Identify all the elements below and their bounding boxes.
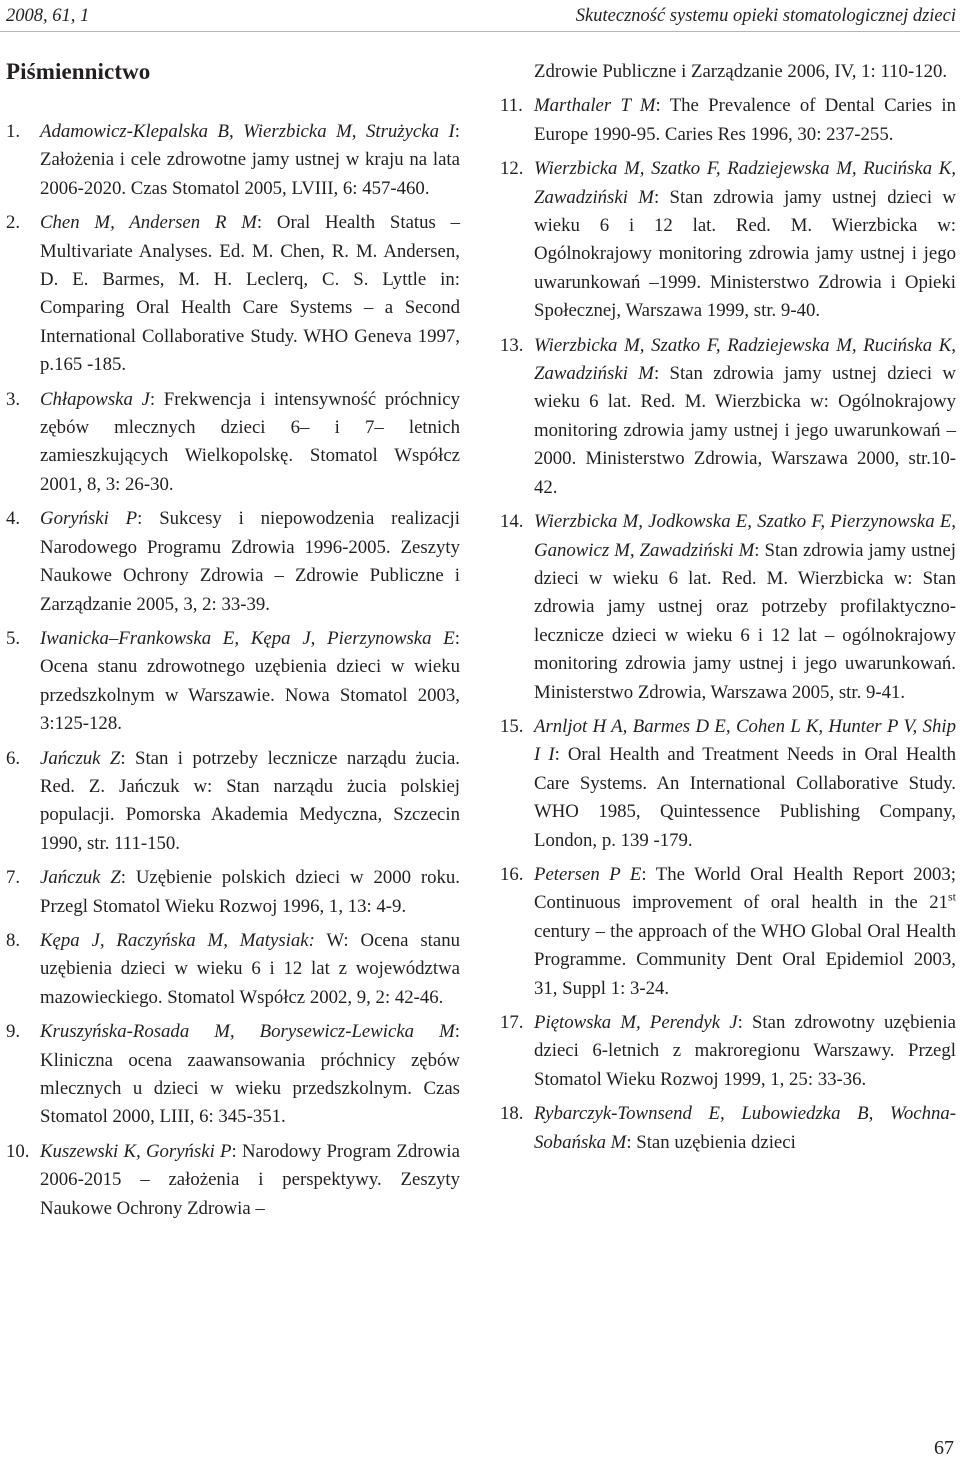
reference-number: 18. — [500, 1103, 524, 1125]
reference-text: : Stan zdrowia jamy ustnej dzieci w wieku 6 i 12 lat. Red. M. Wierzbicka w: Ogólnokrajowy monitoring zdrowia jamy ustnej i jego uwarunkowań –1999. Ministerstwo Zdrowia i Opieki Społecznej, Warszawa 1999, str. 9-40. — [534, 186, 956, 322]
references-column-right — [500, 58, 956, 1163]
reference-number: 8. — [6, 929, 21, 951]
reference-14 — [500, 508, 956, 707]
ordinal-superscript: st — [947, 890, 956, 905]
reference-text: : Założenia i cele zdrowotne jamy ustnej w kraju na lata 2006-2020. Czas Stomatol 2005, LVIII, 6: 457-460. — [40, 121, 460, 199]
reference-number: 9. — [6, 1021, 21, 1043]
reference-authors: Chen M, Andersen R M — [40, 212, 257, 234]
reference-18 — [500, 1100, 956, 1157]
reference-authors: Arnljot H A, Barmes D E, Cohen L K, Hunter P V, Ship I I — [534, 715, 956, 766]
reference-number: 14. — [500, 511, 524, 533]
reference-authors: Chłapowska J — [40, 388, 150, 410]
reference-number: 17. — [500, 1012, 524, 1033]
reference-number: 6. — [6, 747, 21, 769]
reference-5 — [6, 625, 460, 739]
reference-number: 15. — [500, 715, 524, 737]
reference-authors: Kruszyńska-Rosada M, Borysewicz-Lewicka M — [40, 1021, 455, 1043]
reference-13 — [500, 332, 956, 502]
reference-authors: Petersen P E — [534, 863, 642, 885]
reference-text: : Oral Health and Treatment Needs in Oral Health Care Systems. An International Collaborative Study. WHO 1985, Quintessence Publishing Company, London, p. 139 -179. — [534, 744, 956, 851]
reference-10-continuation — [500, 58, 956, 86]
reference-authors: Adamowicz-Klepalska B, Wierzbicka M, Strużycka I — [40, 121, 455, 142]
reference-1 — [6, 118, 460, 203]
reference-text: : The Prevalence of Dental Caries in Europe 1990-95. Caries Res 1996, 30: 237-255. — [534, 95, 956, 145]
reference-3 — [6, 386, 460, 500]
reference-2 — [6, 209, 460, 379]
reference-number: 2. — [6, 212, 21, 234]
reference-number: 12. — [500, 158, 524, 180]
reference-17 — [500, 1009, 956, 1094]
reference-number: 1. — [6, 121, 21, 142]
reference-16 — [500, 861, 956, 1003]
reference-12 — [500, 155, 956, 325]
reference-number: 13. — [500, 334, 524, 356]
reference-authors: Goryński P — [40, 508, 138, 530]
running-header-left: 2008, 61, 1 — [6, 6, 90, 26]
reference-4 — [6, 505, 460, 619]
running-header-right: Skuteczność systemu opieki stomatologicznej dzieci — [575, 6, 956, 26]
reference-number: 16. — [500, 863, 524, 885]
reference-text: : Uzębienie polskich dzieci w 2000 roku. Przegl Stomatol Wieku Rozwoj 1996, 1, 13: 4-9. — [40, 867, 460, 917]
reference-authors: Marthaler T M — [534, 95, 656, 117]
reference-text: : Narodowy Program Zdrowia 2006-2015 – założenia i perspektywy. Zeszyty Naukowe Ochrony Zdrowia – — [40, 1140, 460, 1219]
reference-authors: Iwanicka–Frankowska E, Kępa J, Pierzynowska E — [40, 627, 455, 649]
references-column-left — [6, 118, 460, 1229]
reference-text: : Oral Health Status – Multivariate Analyses. Ed. M. Chen, R. M. Andersen, D. E. Barmes, M. H. Leclerq, C. S. Lyttle in: Comparing Oral Health Care Systems – a Second International Collaborative Study. WHO Geneva 1997, p.165 -185. — [40, 212, 460, 376]
reference-text: : Stan uzębienia dzieci — [626, 1131, 796, 1153]
reference-number: 3. — [6, 388, 21, 410]
reference-authors: Kuszewski K, Goryński P — [40, 1140, 232, 1162]
reference-number: 4. — [6, 508, 21, 530]
reference-authors: Jańczuk Z — [40, 747, 121, 769]
reference-authors: Kępa J, Raczyńska M, Matysiak: — [40, 929, 315, 951]
header-divider — [0, 31, 960, 32]
section-title: Piśmiennictwo — [6, 59, 151, 84]
reference-text: : The World Oral Health Report 2003; Continuous improvement of oral health in the 21 — [534, 863, 957, 914]
reference-9 — [6, 1018, 460, 1132]
reference-text: Zdrowie Publiczne i Zarządzanie 2006, IV, 1: 110-120. — [534, 61, 948, 82]
reference-text: : Ocena stanu zdrowotnego uzębienia dzieci w wieku przedszkolnym w Warszawie. Nowa Stomatol 2003, 3:125-128. — [40, 627, 460, 735]
reference-10 — [6, 1138, 460, 1223]
reference-text: W: Ocena stanu uzębienia dzieci w wieku 6 i 12 lat z województwa mazowieckiego. Stomatol Współcz 2002, 9, 2: 42-46. — [40, 929, 460, 1008]
page-number: 67 — [934, 1437, 954, 1459]
reference-text: : Stan i potrzeby lecznicze narządu żucia. Red. Z. Jańczuk w: Stan narządu żucia polskiej populacji. Pomorska Akademia Medyczna, Szczecin 1990, str. 111-150. — [40, 747, 460, 854]
reference-8 — [6, 927, 460, 1012]
reference-text: : Kliniczna ocena zaawansowania próchnicy zębów mlecznych u dzieci w wieku przedszkolnym. Czas Stomatol 2000, LIII, 6: 345-351. — [40, 1021, 460, 1128]
reference-number: 10. — [6, 1140, 30, 1162]
reference-text: : Frekwencja i intensywność próchnicy zębów mlecznych dzieci 6– i 7– letnich zamieszkujących Wielkopolskę. Stomatol Współcz 2001, 8, 3: 26-30. — [40, 388, 460, 495]
reference-text: : Stan zdrowotny uzębienia dzieci 6-letnich z makroregionu Warszawy. Przegl Stomatol Wieku Rozwoj 1999, 1, 25: 33-36. — [534, 1012, 956, 1090]
reference-text: : Sukcesy i niepowodzenia realizacji Narodowego Programu Zdrowia 1996-2005. Zeszyty Naukowe Ochrony Zdrowia – Zdrowie Publiczne i Zarządzanie 2005, 3, 2: 33-39. — [40, 508, 460, 615]
reference-text: : Stan zdrowia jamy ustnej dzieci w wieku 6 lat. Red. M. Wierzbicka w: Stan zdrowia jamy ustnej oraz potrzeby profilaktyczno-lecznicze dzieci w wieku 6 i 12 lat – ogólnokrajowy monitoring zdrowia jamy ustnej i jego uwarunkowań. Ministerstwo Zdrowia, Warszawa 2005, str. 9-41. — [534, 539, 957, 703]
reference-authors: Piętowska M, Perendyk J — [534, 1012, 738, 1033]
reference-text: century – the approach of the WHO Global Oral Health Programme. Community Dent Oral Epidemiol 2003, 31, Suppl 1: 3-24. — [534, 920, 956, 999]
reference-7 — [6, 864, 460, 921]
reference-number: 5. — [6, 627, 21, 649]
reference-authors: Wierzbicka M, Szatko F, Radziejewska M, Rucińska K, Zawadziński M — [534, 158, 956, 208]
reference-15 — [500, 713, 956, 855]
reference-text: : Stan zdrowia jamy ustnej dzieci w wieku 6 lat. Red. M. Wierzbicka w: Ogólnokrajowy monitoring zdrowia jamy ustnej i jego uwarunkowań – 2000. Ministerstwo Zdrowia, Warszawa 2000, str.10-42. — [534, 363, 956, 498]
reference-11 — [500, 92, 956, 149]
reference-authors: Jańczuk Z — [40, 867, 121, 889]
reference-authors: Rybarczyk-Townsend E, Lubowiedzka B, Wochna-Sobańska M — [534, 1103, 956, 1153]
reference-authors: Wierzbicka M, Jodkowska E, Szatko F, Pierzynowska E, Ganowicz M, Zawadziński M — [534, 511, 956, 561]
reference-6 — [6, 745, 460, 859]
reference-number: 7. — [6, 867, 21, 889]
reference-authors: Wierzbicka M, Szatko F, Radziejewska M, Rucińska K, Zawadziński M — [534, 334, 956, 385]
reference-number: 11. — [500, 95, 523, 117]
